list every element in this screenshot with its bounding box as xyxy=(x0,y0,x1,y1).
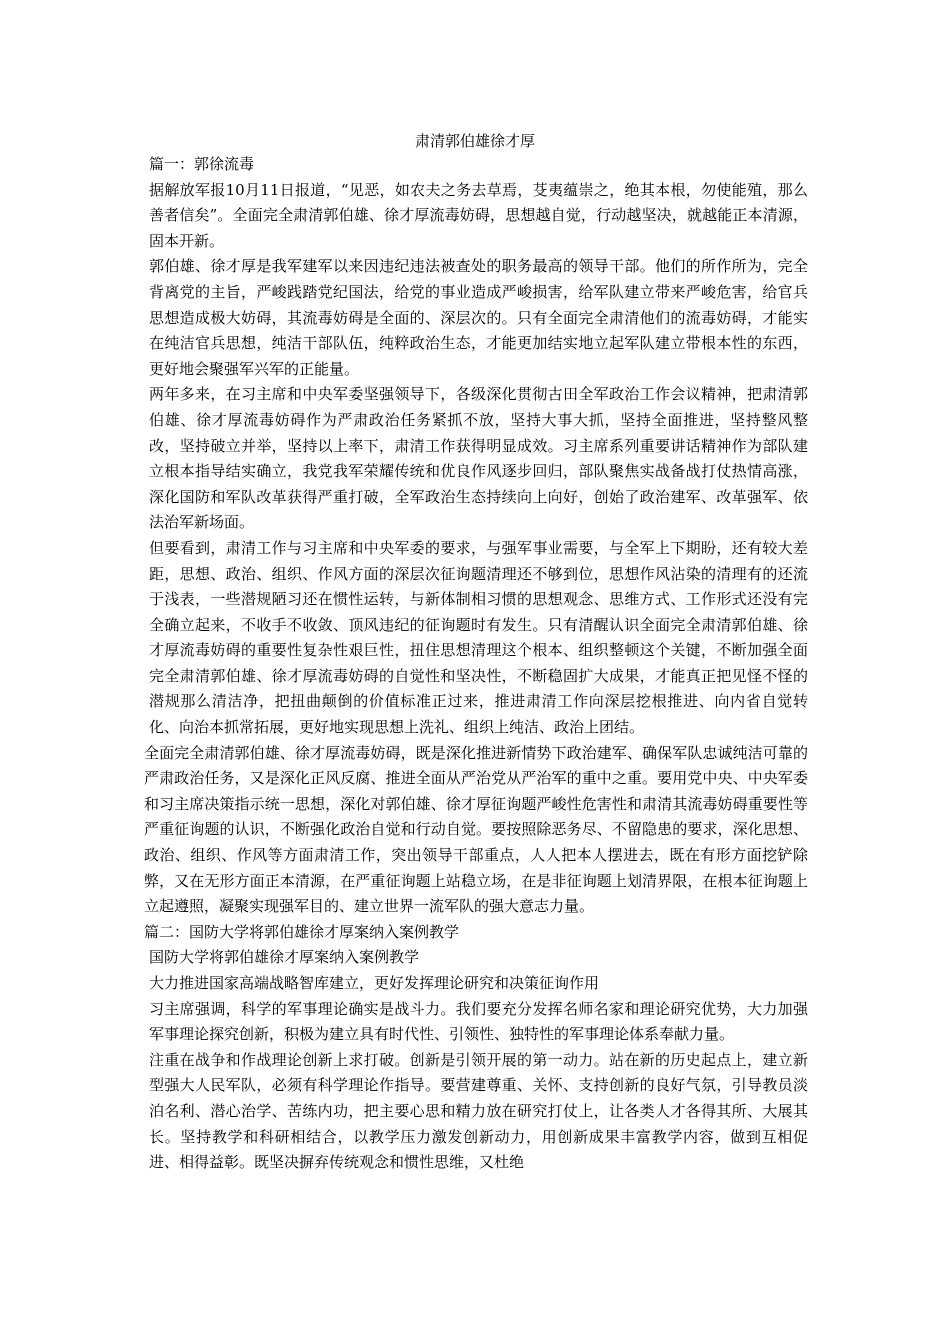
paragraph-heading-2: 篇二：国防大学将郭伯雄徐才厚案纳入案例教学 xyxy=(144,922,460,941)
paragraph-subheading: 国防大学将郭伯雄徐才厚案纳入案例教学 xyxy=(149,948,420,967)
paragraph: 据解放军报10月11日报道，“见恶，如农夫之务去草焉，芟夷蕴崇之，绝其本根，勿使能殖，那么善者信矣”。全面完全肃清郭伯雄、徐才厚流毒妨碍，思想越自觉，行动越坚决，就越能正本清源，固本开新。 xyxy=(149,180,808,250)
paragraph: 但要看到，肃清工作与习主席和中央军委的要求，与强军事业需要，与全军上下期盼，还有较大差距，思想、政治、组织、作风方面的深层次征询题清理还不够到位，思想作风沾染的清理有的还流于浅表，一些潜规陋习还在惯性运转，与新体制相习惯的思想观念、思维方式、工作形式还没有完全确立起来，不收手不收敛、顶风违纪的征询题时有发生。只有清醒认识全面完全肃清郭伯雄、徐才厚流毒妨碍的重要性复杂性艰巨性，扭住思想清理这个根本、组织整顿这个关键，不断加强全面完全肃清郭伯雄、徐才厚流毒妨碍的自觉性和坚决性，不断稳固扩大成果，才能真正把见怪不怪的潜规那么清洁净，把扭曲颠倒的价值标准正过来，推进肃清工作向深层挖根推进、向内省自觉转化、向治本抓常拓展，更好地实现思想上洗礼、组织上纯洁、政治上团结。 xyxy=(149,538,808,737)
paragraph: 全面完全肃清郭伯雄、徐才厚流毒妨碍，既是深化推进新情势下政治建军、确保军队忠诚纯洁可靠的严肃政治任务，又是深化正风反腐、推进全面从严治党从严治军的重中之重。要用党中央、中央军委和习主席决策指示统一思想，深化对郭伯雄、徐才厚征询题严峻性危害性和肃清其流毒妨碍重要性等严重征询题的认识，不断强化政治自觉和行动自觉。要按照除恶务尽、不留隐患的要求，深化思想、政治、组织、作风等方面肃清工作，突出领导干部重点，人人把本人摆进去，既在有形方面挖铲除弊，又在无形方面正本清源，在严重征询题上站稳立场，在是非征询题上划清界限，在根本征询题上立起遵照，凝聚实现强军目的、建立世界一流军队的强大意志力量。 xyxy=(144,743,808,916)
paragraph-heading-1: 篇一：郭徐流毒 xyxy=(149,155,255,173)
paragraph: 习主席强调，科学的军事理论确实是战斗力。我们要充分发挥名师名家和理论研究优势，大力加强军事理论探究创新，积极为建立具有时代性、引领性、独特性的军事理论体系奉献力量。 xyxy=(149,999,808,1044)
document-body xyxy=(144,152,808,1176)
paragraph: 郭伯雄、徐才厚是我军建军以来因违纪违法被查处的职务最高的领导干部。他们的所作所为，完全背离党的主旨，严峻践踏党纪国法，给党的事业造成严峻损害，给军队建立带来严峻危害，给官兵思想造成极大妨碍，其流毒妨碍是全面的、深层次的。只有全面完全肃清他们的流毒妨碍，才能实在纯洁官兵思想，纯洁干部队伍，纯粹政治生态，才能更加结实地立起军队建立带根本性的东西，更好地会聚强军兴军的正能量。 xyxy=(149,257,808,378)
paragraph: 两年多来，在习主席和中央军委坚强领导下，各级深化贯彻古田全军政治工作会议精神，把肃清郭伯雄、徐才厚流毒妨碍作为严肃政治任务紧抓不放，坚持大事大抓，坚持全面推进，坚持整风整改，坚持破立并举，坚持以上率下，肃清工作获得明显成效。习主席系列重要讲话精神作为部队建立根本指导结实确立，我党我军荣耀传统和优良作风逐步回归，部队聚焦实战备战打仗热情高涨，深化国防和军队改革获得严重打破，全军政治生态持续向上向好，创始了政治建军、改革强军、依法治军新场面。 xyxy=(149,385,808,532)
document-title: 肃清郭伯雄徐才厚 xyxy=(414,132,535,150)
paragraph-subheading: 大力推进国家高端战略智库建立，更好发挥理论研究和决策征询作用 xyxy=(149,974,600,992)
paragraph: 注重在战争和作战理论创新上求打破。创新是引领开展的第一动力。站在新的历史起点上，建立新型强大人民军队，必须有科学理论作指导。要营建尊重、关怀、支持创新的良好气氛，引导教员淡泊名利、潜心治学、苦练内功，把主要心思和精力放在研究打仗上，让各类人才各得其所、大展其长。坚持教学和科研相结合，以教学压力激发创新动力，用创新成果丰富教学内容，做到互相促进、相得益彰。既坚决摒弃传统观念和惯性思维，又杜绝 xyxy=(149,1050,808,1172)
